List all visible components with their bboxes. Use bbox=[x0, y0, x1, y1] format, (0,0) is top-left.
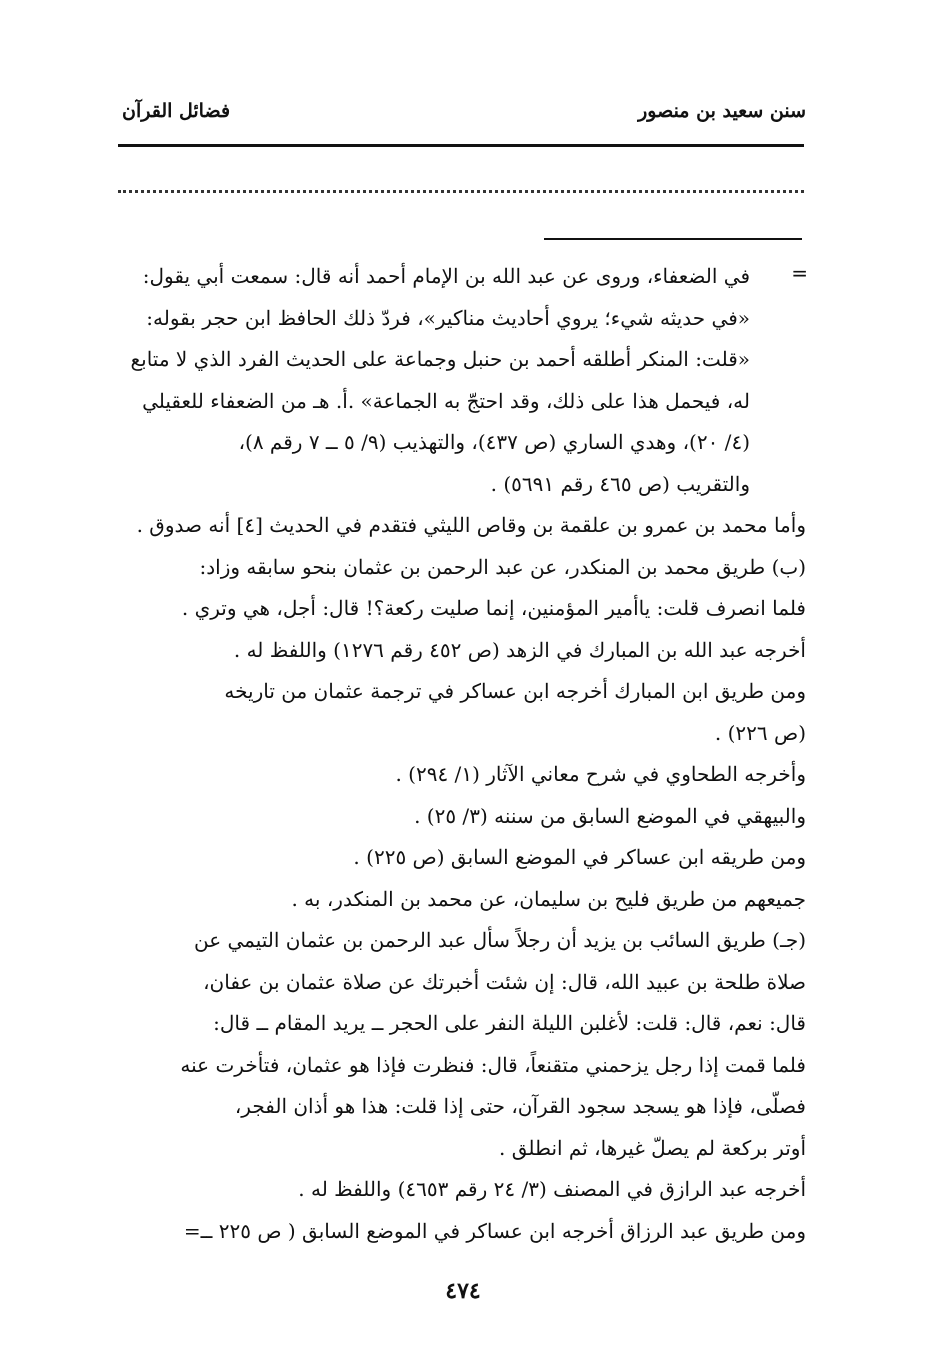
text-line: (ب) طريق محمد بن المنكدر، عن عبد الرحمن بن عثمان بنحو سابقه وزاد: bbox=[199, 554, 806, 579]
text-line: وأخرجه الطحاوي في شرح معاني الآثار (١/ ٢٩٤) . bbox=[395, 762, 806, 786]
text-line: في الضعفاء، وروى عن عبد الله بن الإمام أحمد أنه قال: سمعت أبي يقول: bbox=[142, 264, 750, 288]
text-line: فصلّى، فإذا هو يسجد سجود القرآن، حتى إذا قلت: هذا هو أذان الفجر، bbox=[234, 1094, 806, 1118]
header-rule bbox=[118, 144, 804, 147]
dotted-separator bbox=[118, 190, 804, 193]
book-title: سنن سعيد بن منصور bbox=[638, 100, 806, 122]
footnote-text bbox=[114, 256, 806, 1252]
text-line: «قلت: المنكر أطلقه أحمد بن حنبل وجماعة على الحديث الفرد الذي لا متابع bbox=[130, 347, 750, 371]
text-line: ومن طريقه ابن عساكر في الموضع السابق (ص ٢٢٥) . bbox=[353, 845, 806, 869]
text-line: (٤/ ٢٠)، وهدي الساري (ص ٤٣٧)، والتهذيب (٩/ ٥ ــ ٧ رقم ٨)، bbox=[238, 430, 750, 454]
text-line: أوتر بركعة لم يصلّ غيرها، ثم انطلق . bbox=[499, 1135, 806, 1160]
text-line: ومن طريق ابن المبارك أخرجه ابن عساكر في ترجمة عثمان من تاريخه bbox=[224, 679, 806, 703]
text-line: (جـ) طريق السائب بن يزيد أن رجلاً سأل عبد الرحمن بن عثمان التيمي عن bbox=[193, 928, 806, 952]
text-line: ومن طريق عبد الرزاق أخرجه ابن عساكر في الموضع السابق ( ص ٢٢٥ ــ= bbox=[183, 1218, 806, 1243]
text-line: والبيهقي في الموضع السابق من سننه (٣/ ٢٥) . bbox=[414, 803, 806, 828]
footnote-rule bbox=[544, 238, 802, 240]
text-line: وأما محمد بن عمرو بن علقمة بن وقاص الليثي فتقدم في الحديث [٤] أنه صدوق . bbox=[136, 513, 806, 537]
text-line: (ص ٢٢٦) . bbox=[714, 720, 806, 745]
text-line: له، فيحمل هذا على ذلك، وقد احتجّ به الجماعة» .أ. هـ من الضعفاء للعقيلي bbox=[142, 388, 750, 413]
text-line: قال: نعم، قال: قلت: لأغلبن الليلة النفر على الحجر ــ يريد المقام ــ قال: bbox=[213, 1011, 806, 1035]
text-line: أخرجه عبد الرازق في المصنف (٣/ ٢٤ رقم ٤٦٥٣) واللفظ له . bbox=[298, 1177, 806, 1201]
text-line: صلاة طلحة بن عبيد الله، قال: إن شئت أخبرتك عن صلاة عثمان بن عفان، bbox=[203, 969, 806, 994]
text-line: «في حديثه شيء؛ يروي أحاديث مناكير»، فردّ ذلك الحافظ ابن حجر بقوله: bbox=[146, 305, 750, 330]
page-number: ٤٧٤ bbox=[445, 1278, 481, 1304]
text-line: جميعهم من طريق فليح بن سليمان، عن محمد بن المنكدر، به . bbox=[291, 886, 806, 911]
continuation-mark: = bbox=[791, 261, 808, 285]
text-line: أخرجه عبد الله بن المبارك في الزهد (ص ٤٥٢ رقم ١٢٧٦) واللفظ له . bbox=[233, 637, 806, 662]
section-title: فضائل القرآن bbox=[122, 100, 231, 122]
text-line: والتقريب (ص ٤٦٥ رقم ٥٦٩١) . bbox=[490, 471, 750, 496]
text-line: فلما قمت إذا رجل يزحمني متقنعاً، قال: فنظرت فإذا هو عثمان، فتأخرت عنه bbox=[180, 1052, 806, 1077]
text-line: فلما انصرف قلت: ياأمير المؤمنين، إنما صليت ركعة؟! قال: أجل، هي وتري . bbox=[181, 596, 806, 620]
